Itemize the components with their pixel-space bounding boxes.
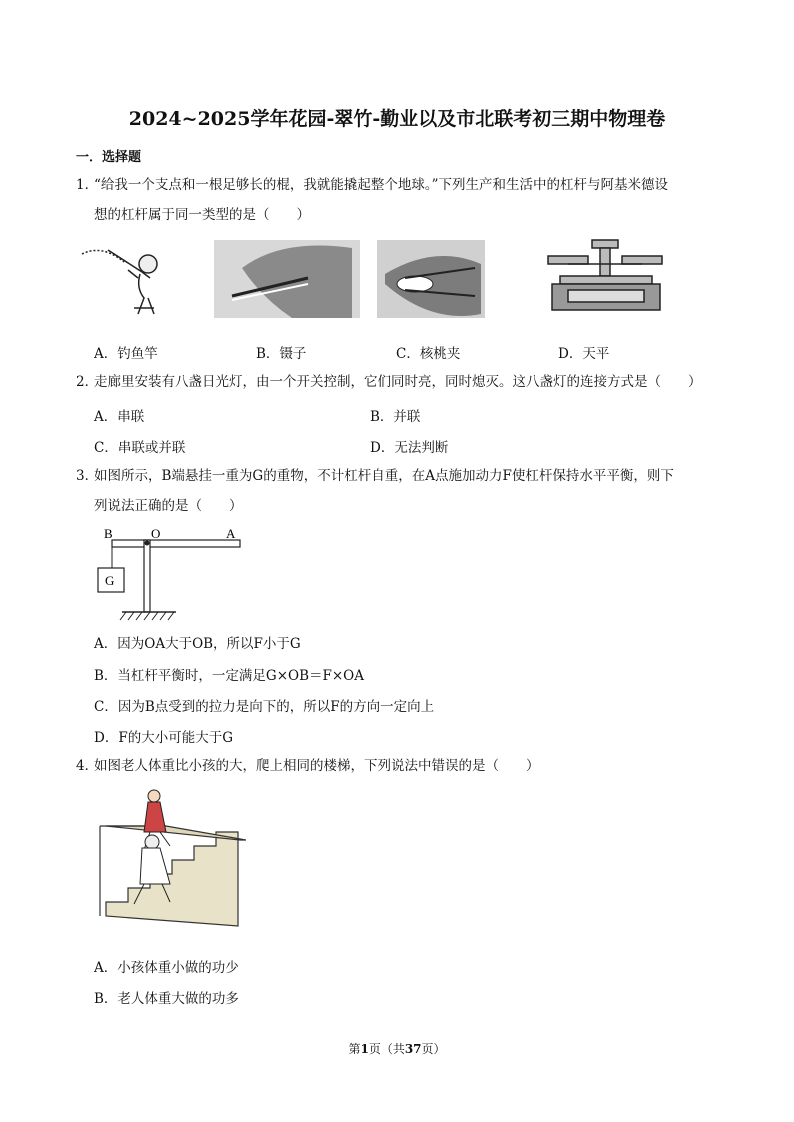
page-footer <box>0 1040 794 1057</box>
q2-option-d: D．无法判断 <box>370 440 449 456</box>
label-a: A <box>226 526 236 541</box>
q1-text-line2: 想的杠杆属于同一类型的是（ ） <box>94 207 310 223</box>
label-b: B <box>104 526 113 541</box>
q3-option-b: B．当杠杆平衡时，一定满足G×OB＝F×OA <box>94 668 364 684</box>
balance-scale-image <box>540 236 670 320</box>
q2-number: 2． <box>76 374 99 390</box>
q1-option-b: B．镊子 <box>256 346 307 362</box>
footer-prefix: 第 <box>348 1042 361 1056</box>
q4-option-b: B．老人体重大做的功多 <box>94 991 239 1007</box>
q3-text-line1: 如图所示，B端悬挂一重为G的重物，不计杠杆自重，在A点施加动力F使杠杆保持水平平衡，则下 <box>94 468 674 484</box>
fishing-rod-image <box>78 238 188 320</box>
q3-number: 3． <box>76 468 99 484</box>
q2-option-a: A．串联 <box>94 409 145 425</box>
q3-text-line2: 列说法正确的是（ ） <box>94 498 243 514</box>
q1-text-line1: “给我一个支点和一根足够长的棍，我就能撬起整个地球。”下列生产和生活中的杠杆与阿基米德设 <box>94 177 669 193</box>
page-title: 2024~2025学年花园-翠竹-勤业以及市北联考初三期中物理卷 <box>128 108 666 130</box>
q4-text-line1: 如图老人体重比小孩的大，爬上相同的楼梯，下列说法中错误的是（ ） <box>94 758 540 774</box>
q1-option-c: C．核桃夹 <box>396 346 461 362</box>
q1-option-d: D．天平 <box>558 346 610 362</box>
q4-number: 4． <box>76 758 99 774</box>
label-o: O <box>151 526 161 541</box>
lever-diagram <box>92 524 252 624</box>
stairs-image <box>96 786 246 930</box>
q3-option-d: D．F的大小可能大于G <box>94 730 233 746</box>
q1-number: 1． <box>76 177 99 193</box>
q3-option-a: A．因为OA大于OB，所以F小于G <box>94 636 301 652</box>
section-heading: 一．选择题 <box>76 150 142 165</box>
label-g: G <box>105 573 115 588</box>
q4-option-a: A．小孩体重小做的功少 <box>94 960 239 976</box>
footer-mid: 页（共 <box>368 1042 405 1056</box>
q3-option-c: C．因为B点受到的拉力是向下的，所以F的方向一定向上 <box>94 699 435 715</box>
footer-total-pages: 37 <box>404 1042 422 1056</box>
tweezers-image <box>212 238 362 320</box>
footer-page-number: 1 <box>360 1042 369 1056</box>
nutcracker-image <box>375 238 487 320</box>
footer-suffix: 页） <box>421 1042 446 1056</box>
q2-option-b: B．并联 <box>370 409 421 425</box>
q1-option-a: A．钓鱼竿 <box>94 346 158 362</box>
q2-option-c: C．串联或并联 <box>94 440 186 456</box>
q2-text-line1: 走廊里安装有八盏日光灯，由一个开关控制，它们同时亮，同时熄灭。这八盏灯的连接方式是（ ） <box>94 374 702 390</box>
